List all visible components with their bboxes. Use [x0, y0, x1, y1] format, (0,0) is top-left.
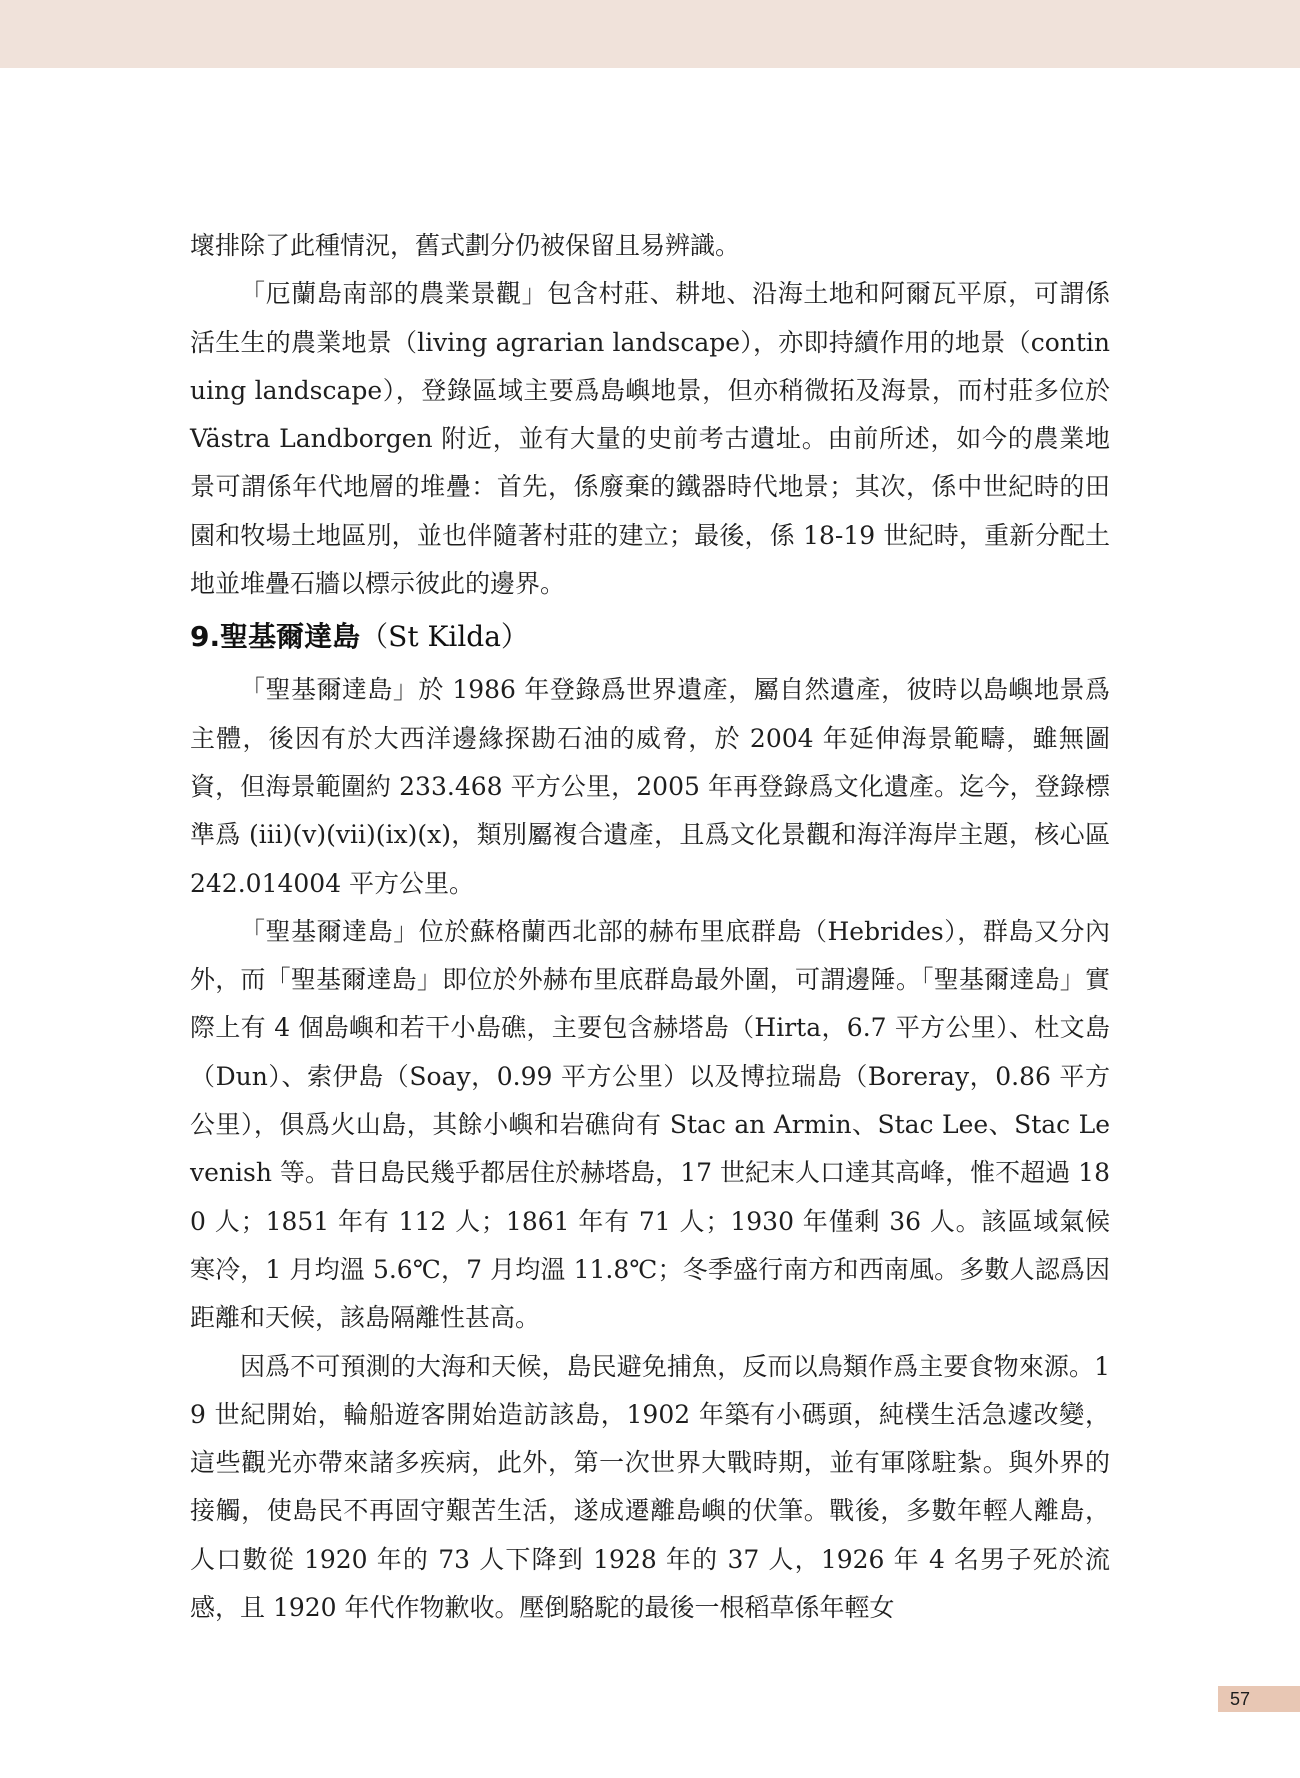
section-title: 聖基爾達島: [220, 620, 361, 654]
section-title-english: （St Kilda）: [360, 620, 529, 654]
page-body: [190, 222, 1110, 1632]
paragraph-continuation: 壞排除了此種情況，舊式劃分仍被保留且易辨識。: [190, 231, 741, 260]
section-number: 9.: [190, 620, 221, 654]
paragraph-st-kilda-inscription: 「聖基爾達島」於 1986 年登錄爲世界遺產，屬自然遺產，彼時以島嶼地景爲主體，後因有於大西洋邊緣探勘石油的威脅，於 2004 年延伸海景範疇，雖無圖資，但海景範圍約 233.468 平方公里，2005 年再登錄爲文化遺產。迄今，登錄標準爲 (iii)(v)(vii)(ix)(x)，類別屬複合遺產，且爲文化景觀和海洋海岸主題，核心區 242.014004 平方公里。: [190, 675, 1110, 898]
paragraph-oland-landscape: 「厄蘭島南部的農業景觀」包含村莊、耕地、沿海土地和阿爾瓦平原，可謂係活生生的農業地景（living agrarian landscape），亦即持續作用的地景（continuing landscape），登錄區域主要爲島嶼地景，但亦稍微拓及海景，而村莊多位於 Västra Landborgen 附近，並有大量的史前考古遺址。由前所述，如今的農業地景可謂係年代地層的堆疊：首先，係廢棄的鐵器時代地景；其次，係中世紀時的田園和牧場土地區別，並也伴隨著村莊的建立；最後，係 18-19 世紀時，重新分配土地並堆疊石牆以標示彼此的邊界。: [190, 279, 1110, 599]
header-band: [0, 0, 1300, 68]
paragraph-st-kilda-history: 因爲不可預測的大海和天候，島民避免捕魚，反而以鳥類作爲主要食物來源。19 世紀開始，輪船遊客開始造訪該島，1902 年築有小碼頭，純樸生活急遽改變，這些觀光亦帶來諸多疾病，此外，第一次世界大戰時期，並有軍隊駐紮。與外界的接觸，使島民不再固守艱苦生活，遂成遷離島嶼的伏筆。戰後，多數年輕人離島，人口數從 1920 年的 73 人下降到 1928 年的 37 人，1926 年 4 名男子死於流感，且 1920 年代作物歉收。壓倒駱駝的最後一根稻草係年輕女: [190, 1351, 1110, 1623]
section-heading: [190, 608, 1110, 666]
page-number: 57: [1218, 1686, 1300, 1712]
paragraph-st-kilda-geography: 「聖基爾達島」位於蘇格蘭西北部的赫布里底群島（Hebrides），群島又分內外，而「聖基爾達島」即位於外赫布里底群島最外圍，可謂邊陲。「聖基爾達島」實際上有 4 個島嶼和若干小島礁，主要包含赫塔島（Hirta，6.7 平方公里）、杜文島（Dun）、索伊島（Soay，0.99 平方公里）以及博拉瑞島（Boreray，0.86 平方公里），俱爲火山島，其餘小嶼和岩礁尙有 Stac an Armin、Stac Lee、Stac Levenish 等。昔日島民幾乎都居住於赫塔島，17 世紀末人口達其高峰，惟不超過 180 人；1851 年有 112 人；1861 年有 71 人；1930 年僅剩 36 人。該區域氣候寒冷，1 月均溫 5.6℃，7 月均溫 11.8℃；冬季盛行南方和西南風。多數人認爲因距離和天候，該島隔離性甚高。: [190, 916, 1110, 1333]
